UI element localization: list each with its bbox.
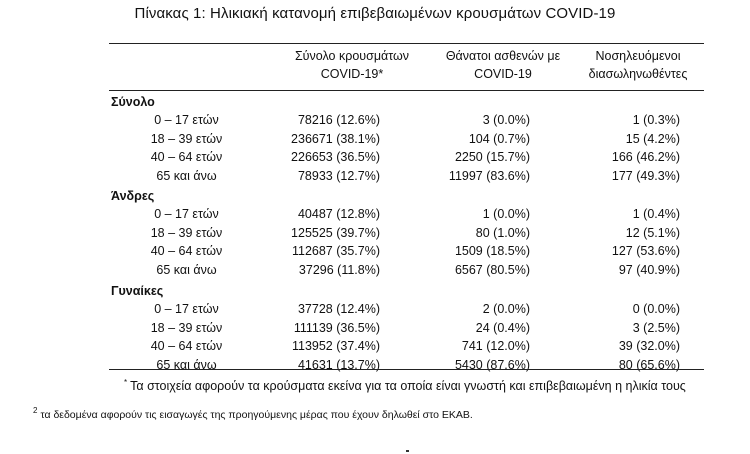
age-group-cell: 65 και άνω: [156, 169, 217, 184]
table-row: [0, 130, 750, 148]
footnote-two-mark: 2: [33, 406, 38, 415]
table-row: [0, 337, 750, 355]
total-cases-cell: 226653 (36.5%): [291, 150, 380, 165]
footnote-asterisk: [124, 378, 686, 393]
intubated-cell: 127 (53.6%): [611, 244, 680, 259]
age-group-cell: 40 – 64 ετών: [150, 339, 223, 354]
deaths-cell: 5430 (87.6%): [454, 358, 530, 373]
age-group-cell: 65 και άνω: [156, 358, 217, 373]
footnote-asterisk-mark: *: [124, 378, 128, 387]
total-cases-cell: 112687 (35.7%): [291, 244, 380, 259]
group-heading: Άνδρες: [111, 189, 155, 203]
intubated-cell: 39 (32.0%): [618, 339, 680, 354]
footnote-two: [33, 406, 473, 421]
header-intubated-line2: διασωληνωθέντες: [588, 67, 688, 81]
table-row: [0, 111, 750, 129]
table-row: [0, 300, 750, 318]
deaths-cell: 3 (0.0%): [482, 113, 530, 127]
table-bottom-rule: [109, 369, 704, 370]
intubated-cell: 15 (4.2%): [625, 131, 680, 146]
intubated-cell: 97 (40.9%): [618, 263, 680, 278]
intubated-cell: 1 (0.3%): [632, 113, 680, 127]
total-cases-cell: 41631 (13.7%): [297, 358, 380, 373]
deaths-cell: 2250 (15.7%): [454, 150, 530, 165]
age-group-cell: 0 – 17 ετών: [154, 207, 219, 221]
total-cases-cell: 78216 (12.6%): [297, 113, 380, 127]
total-cases-cell: 111139 (36.5%): [293, 320, 380, 335]
deaths-cell: 104 (0.7%): [468, 131, 530, 146]
table-row: [0, 205, 750, 223]
total-cases-cell: 113952 (37.4%): [291, 339, 380, 354]
total-cases-cell: 37728 (12.4%): [297, 302, 380, 316]
deaths-cell: 741 (12.0%): [461, 339, 530, 354]
header-deaths-line1: Θάνατοι ασθενών με: [445, 49, 561, 63]
table-row: [0, 224, 750, 242]
total-cases-cell: 37296 (11.8%): [298, 263, 380, 278]
table-row: [0, 242, 750, 260]
table-row: [0, 319, 750, 337]
deaths-cell: 2 (0.0%): [482, 302, 530, 316]
table-row: [0, 261, 750, 279]
intubated-cell: 12 (5.1%): [625, 225, 680, 240]
total-cases-cell: 78933 (12.7%): [297, 169, 380, 184]
age-group-cell: 18 – 39 ετών: [150, 131, 223, 146]
table-row: [0, 356, 750, 374]
age-group-cell: 40 – 64 ετών: [150, 244, 223, 259]
group-heading: Γυναίκες: [111, 284, 164, 298]
footnote-two-text: τα δεδομένα αφορούν τις εισαγωγές της προηγούμενης μέρας που έχουν δηλωθεί στο ΕΚΑΒ.: [40, 409, 473, 421]
age-group-cell: 18 – 39 ετών: [150, 320, 223, 335]
header-intubated-line1: Νοσηλευόμενοι: [595, 49, 681, 63]
table-row: [0, 167, 750, 185]
deaths-cell: 1509 (18.5%): [454, 244, 530, 259]
age-group-cell: 0 – 17 ετών: [154, 302, 219, 316]
total-cases-cell: 40487 (12.8%): [297, 207, 380, 221]
header-total-cases-line1: Σύνολο κρουσμάτων: [294, 49, 410, 63]
deaths-cell: 1 (0.0%): [482, 207, 530, 221]
header-total-cases-line2: COVID-19*: [320, 67, 384, 81]
intubated-cell: 3 (2.5%): [632, 320, 680, 335]
intubated-cell: 80 (65.6%): [618, 358, 680, 373]
page-mark: [406, 450, 409, 452]
deaths-cell: 6567 (80.5%): [454, 263, 530, 278]
group-heading: Σύνολο: [111, 95, 155, 109]
table-row: [0, 148, 750, 166]
age-group-cell: 40 – 64 ετών: [150, 150, 223, 165]
deaths-cell: 24 (0.4%): [475, 320, 530, 335]
total-cases-cell: 125525 (39.7%): [291, 225, 380, 240]
total-cases-cell: 236671 (38.1%): [291, 131, 380, 146]
intubated-cell: 1 (0.4%): [632, 207, 680, 221]
deaths-cell: 11997 (83.6%): [448, 169, 530, 184]
age-group-cell: 18 – 39 ετών: [150, 225, 223, 240]
age-group-cell: 0 – 17 ετών: [154, 113, 219, 127]
age-group-cell: 65 και άνω: [156, 263, 217, 278]
intubated-cell: 166 (46.2%): [611, 150, 680, 165]
table-title: Πίνακας 1: Ηλικιακή κατανομή επιβεβαιωμένων κρουσμάτων COVID-19: [134, 5, 616, 22]
header-deaths-line2: COVID-19: [474, 67, 532, 81]
deaths-cell: 80 (1.0%): [475, 225, 530, 240]
intubated-cell: 0 (0.0%): [632, 302, 680, 316]
intubated-cell: 177 (49.3%): [611, 169, 680, 184]
footnote-asterisk-text: Τα στοιχεία αφορούν τα κρούσματα εκείνα για τα οποία είναι γνωστή και επιβεβαιωμένη η ηλικία τους: [130, 379, 686, 393]
